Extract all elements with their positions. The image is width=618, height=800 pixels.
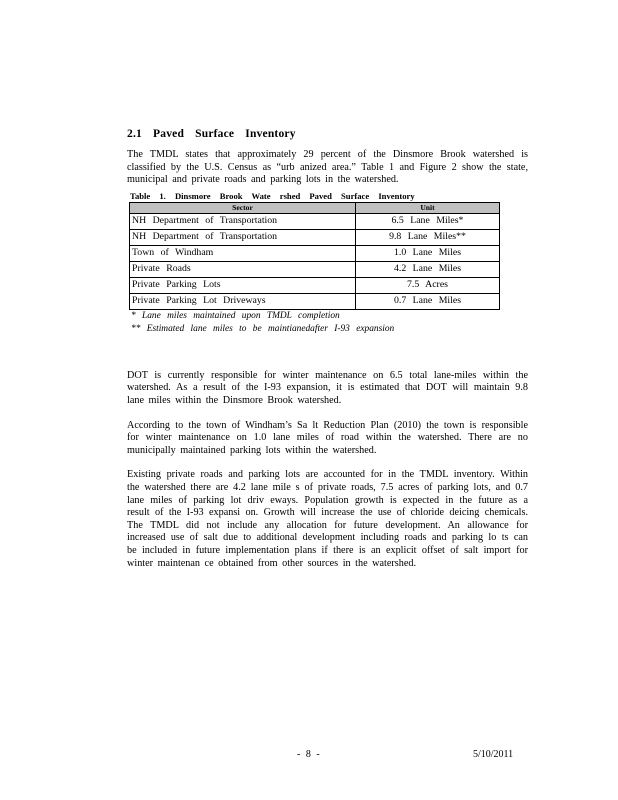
sector-cell: Town of Windham — [130, 245, 356, 261]
body-paragraph: Existing private roads and parking lots are accounted for in the TMDL inventory. Within the watershed there are 4.2 lane mile s of private roads, 7.5 acres of parking lots, and 0.7 lane miles of parking lot driv eways. Population growth is expected in the future as a result of the I-93 expansi on. Growth will increase the use of chloride deicing chemicals. The TMDL did not include any allocation for future development. An allowance for increased use of salt due to additional development including roads and parking lo ts can be included in future implementation plans if there is an explicit offset of salt import for winter maintenan ce obtained from other sources in the watershed. — [127, 469, 528, 569]
unit-cell: 4.2 Lane Miles — [356, 261, 500, 277]
column-header-unit: Unit — [356, 202, 500, 213]
paved-surface-table — [129, 202, 500, 310]
table-footnote: * Lane miles maintained upon TMDL completion — [131, 310, 340, 321]
table-row — [130, 293, 500, 309]
unit-cell: 6.5 Lane Miles* — [356, 213, 500, 229]
unit-cell: 0.7 Lane Miles — [356, 293, 500, 309]
sector-cell: NH Department of Transportation — [130, 213, 356, 229]
sector-cell: NH Department of Transportation — [130, 229, 356, 245]
page-content — [127, 128, 528, 582]
table-header-row — [130, 202, 500, 213]
intro-paragraph: The TMDL states that approximately 29 percent of the Dinsmore Brook watershed is classified by the U.S. Census as “urb anized area.” Table 1 and Figure 2 show the state, municipal and private roads and parking lots in the watershed. — [127, 149, 528, 186]
body-paragraph: DOT is currently responsible for winter maintenance on 6.5 total lane-miles within the watershed. As a result of the I-93 expansion, it is estimated that DOT will maintain 9.8 lane miles within the Dinsmore Brook watershed. — [127, 369, 528, 406]
section-heading: 2.1 Paved Surface Inventory — [127, 128, 296, 140]
unit-cell: 1.0 Lane Miles — [356, 245, 500, 261]
unit-cell: 7.5 Acres — [356, 277, 500, 293]
column-header-sector: Sector — [130, 202, 356, 213]
table-row — [130, 245, 500, 261]
unit-cell: 9.8 Lane Miles** — [356, 229, 500, 245]
page-number: - 8 - — [297, 749, 320, 760]
body-paragraph: According to the town of Windham’s Sa lt Reduction Plan (2010) the town is responsible for winter maintenance on 1.0 lane miles of road within the watershed. There are no municipally maintained parking lots within the watershed. — [127, 419, 528, 456]
table-caption: Table 1. Dinsmore Brook Wate rshed Paved Surface Inventory — [130, 190, 415, 201]
sector-cell: Private Parking Lot Driveways — [130, 293, 356, 309]
table-row — [130, 213, 500, 229]
sector-cell: Private Parking Lots — [130, 277, 356, 293]
table-footnote: ** Estimated lane miles to be maintianedafter I-93 expansion — [131, 323, 395, 334]
table-row — [130, 261, 500, 277]
table-row — [130, 229, 500, 245]
section-spacer — [127, 336, 528, 370]
footer-date: 5/10/2011 — [473, 749, 514, 760]
sector-cell: Private Roads — [130, 261, 356, 277]
table-row — [130, 277, 500, 293]
